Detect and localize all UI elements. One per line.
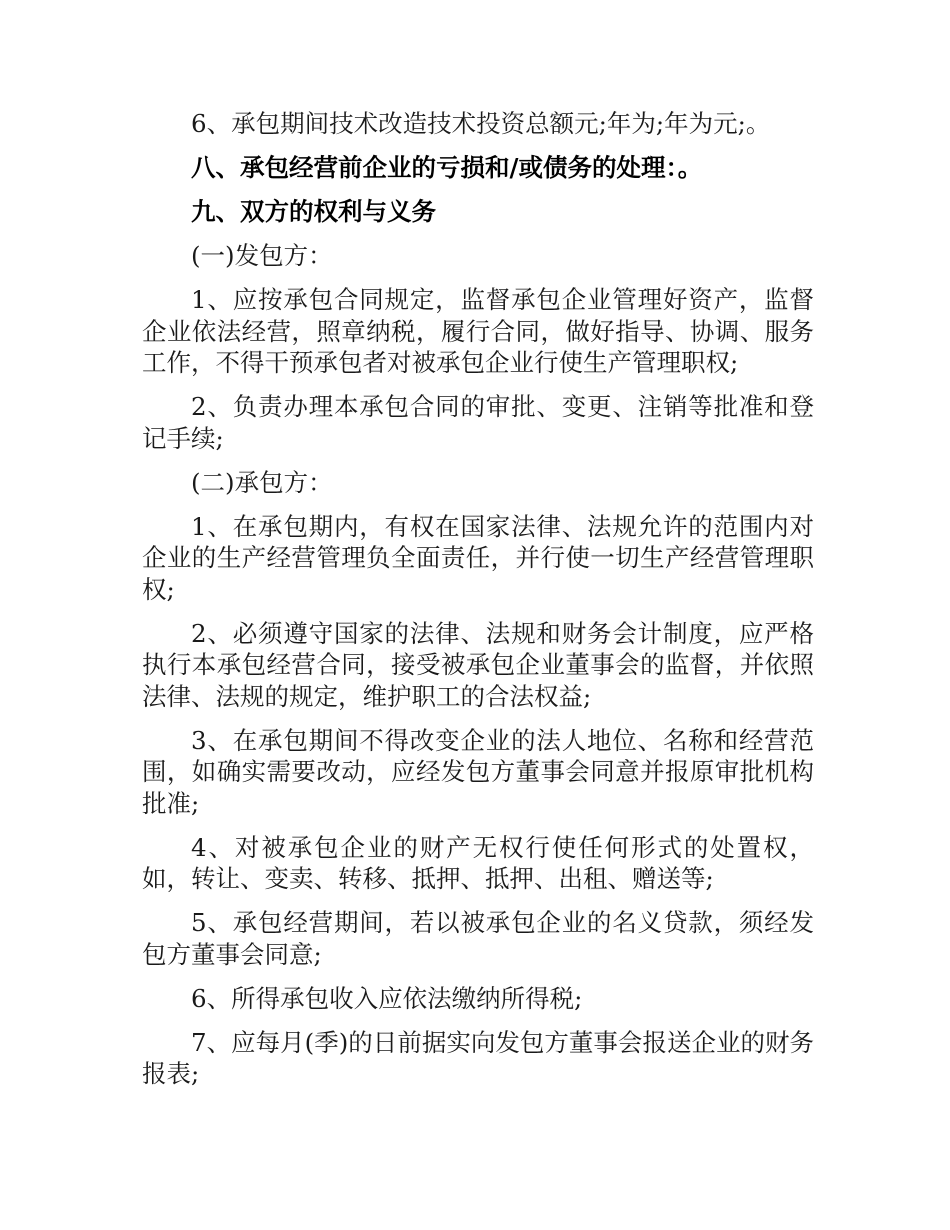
contractor-item-7: 7、应每月(季)的日前据实向发包方董事会报送企业的财务报表;: [142, 1027, 814, 1088]
contractor-item-5: 5、承包经营期间，若以被承包企业的名义贷款，须经发包方董事会同意;: [142, 908, 814, 969]
clause-6-tech-investment: 6、承包期间技术改造技术投资总额元;年为;年为元;。: [191, 109, 771, 138]
employer-item-1: 1、应按承包合同规定，监督承包企业管理好资产，监督企业依法经营，照章纳税，履行合同，做好指导、协调、服务工作，不得干预承包者对被承包企业行使生产管理职权;: [142, 285, 814, 377]
contractor-item-4: 4、对被承包企业的财产无权行使任何形式的处置权，如，转让、变卖、转移、抵押、抵押、出租、赠送等;: [142, 832, 814, 893]
contractor-item-1: 1、在承包期内，有权在国家法律、法规允许的范围内对企业的生产经营管理负全面责任，并行使一切生产经营管理职权;: [142, 511, 814, 604]
contractor-item-2: 2、必须遵守国家的法律、法规和财务会计制度，应严格执行本承包经营合同，接受被承包企业董事会的监督，并依照法律、法规的规定，维护职工的合法权益;: [142, 618, 814, 711]
heading-9-rights-obligations: 九、双方的权利与义务: [191, 197, 436, 226]
heading-8-prior-losses: 八、承包经营前企业的亏损和/或债务的处理：。: [191, 153, 703, 182]
subheading-employer: (一)发包方：: [191, 241, 333, 270]
employer-item-2: 2、负责办理本承包合同的审批、变更、注销等批准和登记手续;: [142, 392, 814, 453]
contractor-item-6: 6、所得承包收入应依法缴纳所得税;: [191, 983, 583, 1013]
contractor-item-3: 3、在承包期间不得改变企业的法人地位、名称和经营范围，如确实需要改动，应经发包方董事会同意并报原审批机构批准;: [142, 725, 814, 818]
document-body: [142, 108, 814, 1102]
subheading-contractor: (二)承包方：: [191, 467, 333, 497]
